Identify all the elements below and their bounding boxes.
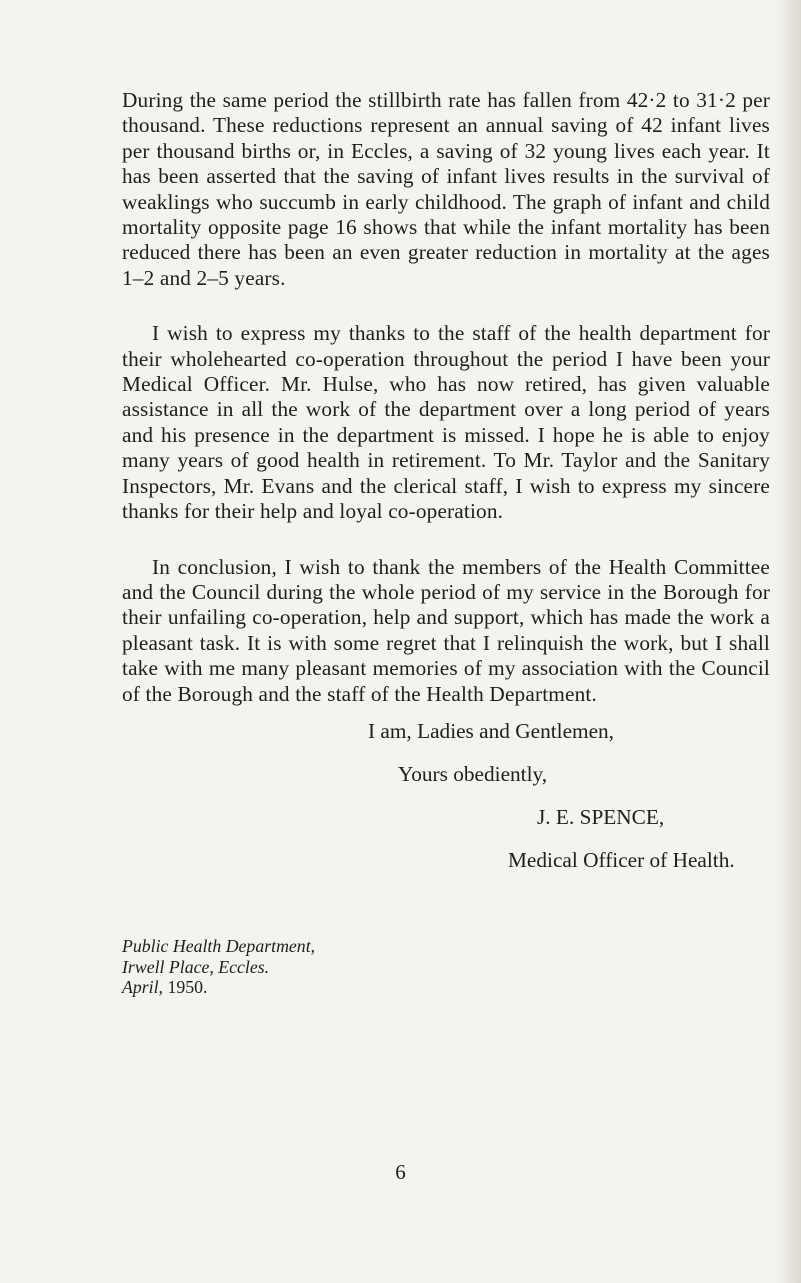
paragraph-thanks-staff: I wish to express my thanks to the staff of the health department for their wholehearted co-operation throughout the period I have been your Medical Officer. Mr. Hulse, who has now retired, has given valuable assistance in all the work of the department over a long period of years and his presence in the department is missed. I hope he is able to enjoy many years of good health in retirement. To Mr. Taylor and the Sanitary Inspectors, Mr. Evans and the clerical staff, I wish to express my sincere thanks for their help and loyal co-operation. [122, 321, 770, 524]
page-edge-shadow [775, 0, 801, 1283]
closing-valediction: Yours obediently, [398, 762, 548, 786]
page-number: 6 [395, 1160, 406, 1184]
address-department: Public Health Department, [122, 936, 316, 956]
letter-body [122, 88, 770, 737]
date-year: 1950. [167, 977, 208, 997]
closing-salutation: I am, Ladies and Gentlemen, [368, 719, 615, 743]
paragraph-conclusion: In conclusion, I wish to thank the members of the Health Committee and the Council during the whole period of my service in the Borough for their unfailing co-operation, help and support, which has made the work a pleasant task. It is with some regret that I relinquish the work, but I shall take with me many pleasant memories of my association with the Council of the Borough and the staff of the Health Department. [122, 554, 770, 706]
signatory-name: J. E. SPENCE, [537, 805, 665, 829]
sender-address [122, 936, 315, 998]
date-month: April, [122, 977, 163, 997]
address-street: Irwell Place, Eccles. [122, 956, 270, 977]
address-date [122, 977, 315, 998]
signatory-title: Medical Officer of Health. [508, 848, 735, 872]
paragraph-stillbirth-rate: During the same period the stillbirth rate has fallen from 42·2 to 31·2 per thousand. These reductions represent an annual saving of 42 infant lives per thousand births or, in Eccles, a saving of 32 young lives each year. It has been asserted that the saving of infant lives results in the survival of weaklings who succumb in early childhood. The graph of infant and child mortality opposite page 16 shows that while the infant mortality has been reduced there has been an even greater reduction in mortality at the ages 1–2 and 2–5 years. [122, 88, 770, 290]
